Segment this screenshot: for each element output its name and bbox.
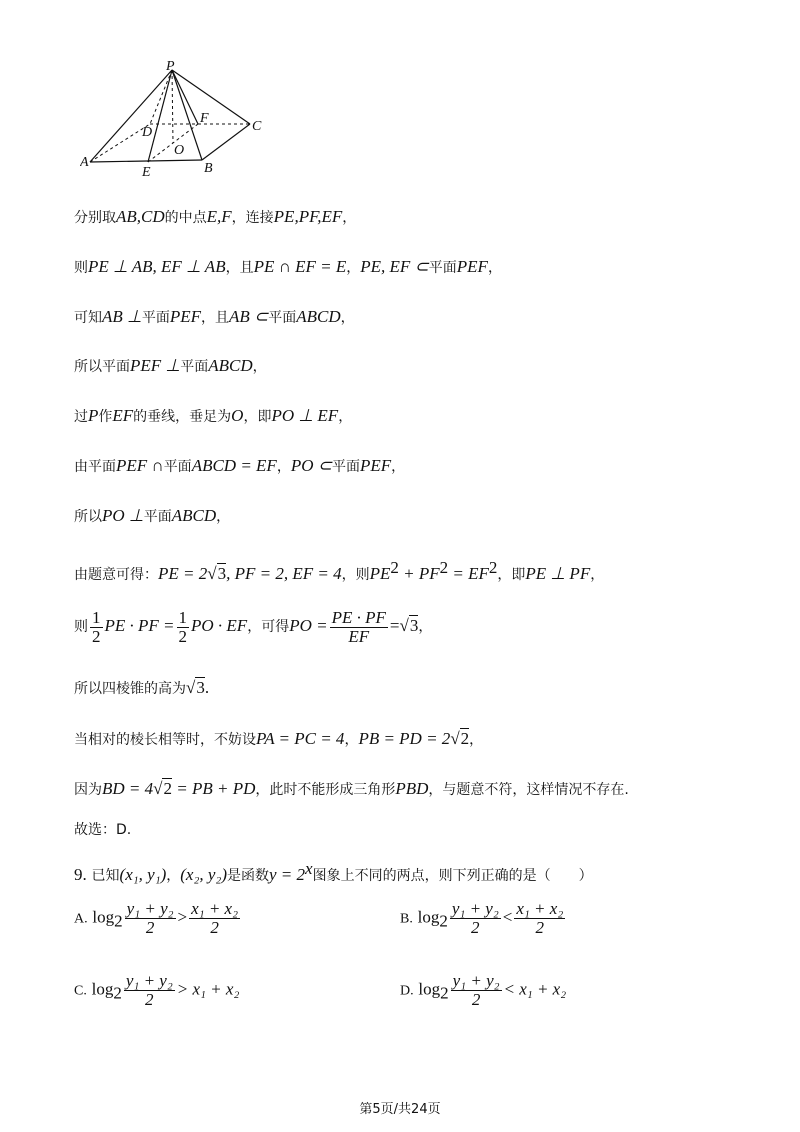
solution-line-5: 过P作EF的垂线，垂足为O，即PO ⊥ EF， [74,406,353,425]
solution-line-12: 因为BD = 4√2 = PB + PD，此时不能形成三角形PBD，与题意不符，这样情况不存在. [74,779,629,798]
solution-line-11: 当相对的棱长相等时，不妨设PA = PC = 4，PB = PD = 2√2， [74,729,484,748]
edge-pc [172,70,250,124]
edge-ad [90,124,153,162]
label-a: A [80,155,89,170]
fraction-half-1: $\frac{1}{2}$ [92,607,101,646]
edge-ab [90,160,202,162]
solution-line-4: 所以平面PEF ⊥平面ABCD， [74,356,267,375]
question-9-stem: 9. 已知(x₁, y₁)，(x₂, y₂)是函数$y = 2^x$图象上不同的两点，则下列正确的是（ ） [74,859,593,884]
option-c[interactable]: C. $\log_2$ $\frac{\text{y₁ + y₂}}{2}$ > x₁ + x₂ [74,971,240,1009]
label-p: P [166,59,175,74]
option-a[interactable]: A. $\log_2$ $\frac{\text{y₁ + y₂}}{2}$ > $\frac{\text{x₁ + x₂}}{2}$ [74,899,239,937]
edge-pd [150,70,172,124]
label-o: O [174,143,185,158]
solution-line-8: 由题意可得：PE = 2√3, PF = 2, EF = 4，则$PE^2 + PF^2 = EF^2$，即PE ⊥ PF， [74,558,605,583]
label-d: D [142,125,153,140]
segment-po [172,70,173,143]
solution-line-9: 则 $\frac{1}{2}$ PE · PF = $\frac{1}{2}$ PO · EF，可得PO = $\frac{PE \cdot PF}{EF}$ =√3， [74,607,433,646]
fraction-half-2: $\frac{1}{2}$ [178,607,188,646]
option-d[interactable]: D. $\log_2$ $\frac{\text{y₁ + y₂}}{2}$ < x₁ + x₂ [400,971,567,1009]
edge-bc [202,124,250,160]
label-e: E [142,165,151,180]
label-b: B [204,161,213,176]
label-c: C [252,119,262,134]
label-f: F [200,111,209,126]
option-b[interactable]: B. $\log_2$ $\frac{\text{y₁ + y₂}}{2}$ < $\frac{\text{x₁ + x₂}}{2}$ [400,899,564,937]
segment-pf [172,70,198,124]
solution-line-13: 故选：D. [74,822,132,838]
pyramid-figure [80,58,280,182]
solution-line-2: 则PE ⊥ AB, EF ⊥ AB，且PE ∩ EF = E，PE, EF ⊂平面PEF， [74,257,502,276]
fraction-po: $\frac{PE \cdot PF}{EF}$ [331,607,386,646]
solution-line-3: 可知AB ⊥平面PEF，且AB ⊂平面ABCD， [74,307,355,326]
solution-line-6: 由平面PEF ∩平面ABCD = EF，PO ⊂平面PEF， [74,456,406,475]
solution-line-1: 分别取AB,CD的中点E,F，连接PE,PF,EF， [74,207,357,226]
solution-line-7: 所以PO ⊥平面ABCD， [74,506,231,525]
page-footer: 第5页/共24页 [359,1102,441,1117]
solution-line-10: 所以四棱锥的高为√3. [74,678,210,697]
